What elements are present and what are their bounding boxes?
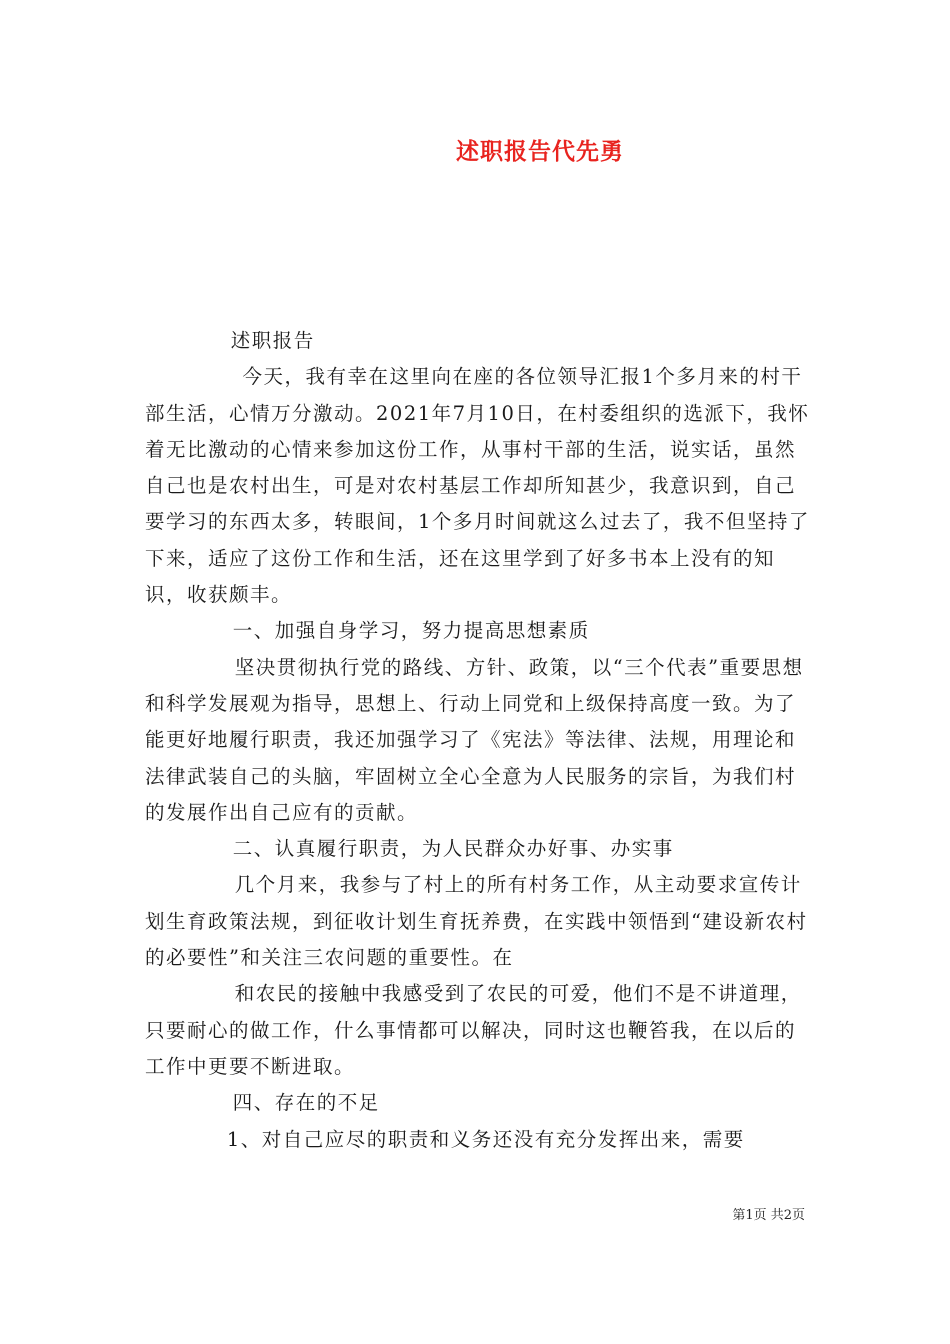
section-heading-2: 二、认真履行职责，为人民群众办好事、办实事 [232,837,674,861]
document-title: 述职报告代先勇 [456,139,624,165]
paragraph-section-2a: 几个月来，我参与了村上的所有村务工作，从主动要求宣传计划生育政策法规，到征收计划生育抚养费，在实践中领悟到“建设新农村的必要性”和关注三农问题的重要性。在 [145,873,808,970]
page-number: 第1页 共2页 [732,1208,805,1223]
section-heading-report: 述职报告 [230,329,315,352]
paragraph-section-4-item-1: 1、对自己应尽的职责和义务还没有充分发挥出来，需要 [226,1127,745,1151]
section-heading-1: 一、加强自身学习，努力提高思想素质 [232,619,590,643]
paragraph-intro: 今天，我有幸在这里向在座的各位领导汇报1个多月来的村干部生活，心情万分激动。2021年7月10日，在村委组织的选派下，我怀着无比激动的心情来参加这份工作，从事村干部的生活，说实话，虽然自己也是农村出生，可是对农村基层工作却所知甚少，我意识到，自己要学习的东西太多，转眼间，1个多月时间就这么过去了，我不但坚持了下来，适应了这份工作和生活，还在这里学到了好多书本上没有的知识，收获颇丰。 [145,365,810,607]
document-body [145,323,810,1158]
paragraph-section-2b: 和农民的接触中我感受到了农民的可爱，他们不是不讲道理，只要耐心的做工作，什么事情都可以解决，同时这也鞭笞我，在以后的工作中更要不断进取。 [145,982,802,1078]
section-heading-4: 四、存在的不足 [232,1091,380,1115]
paragraph-section-1: 坚决贯彻执行党的路线、方针、政策，以“三个代表”重要思想和科学发展观为指导，思想上、行动上同党和上级保持高度一致。为了能更好地履行职责，我还加强学习了《宪法》等法律、法规，用理论和法律武装自己的头脑，牢固树立全心全意为人民服务的宗旨，为我们村的发展作出自己应有的贡献。 [145,655,804,824]
